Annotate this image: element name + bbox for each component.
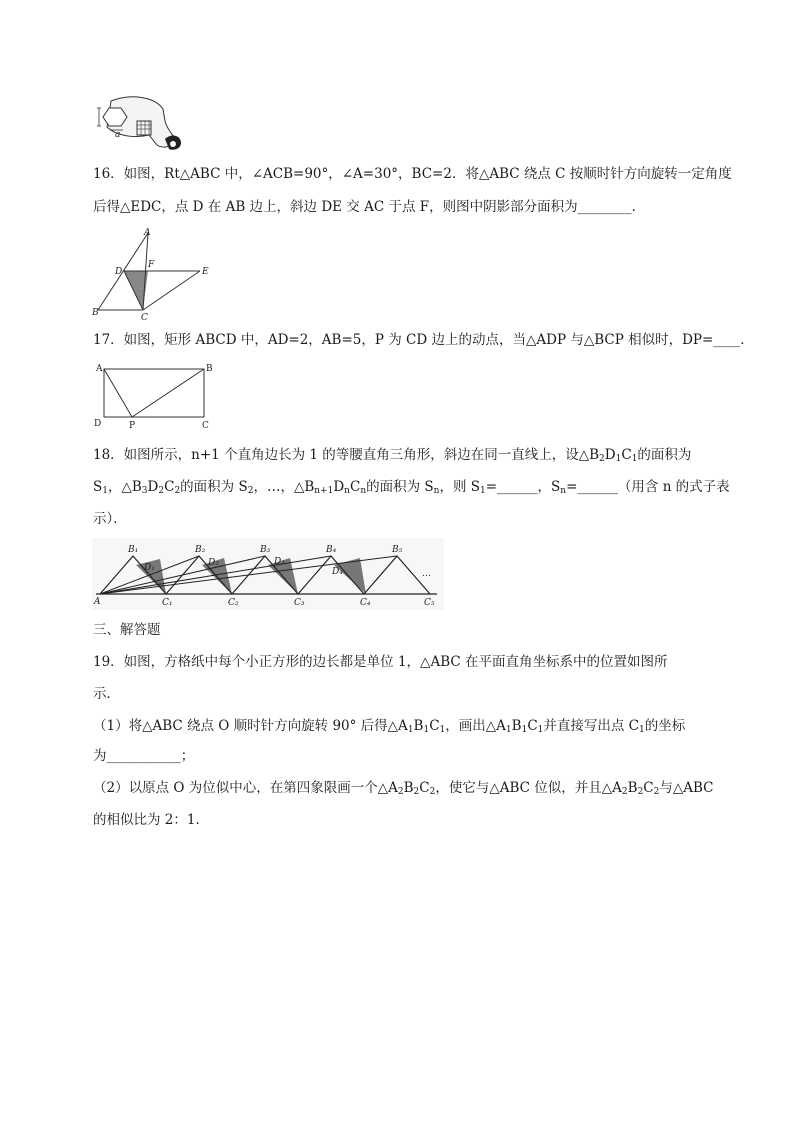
- q18-l2-S: S: [93, 479, 103, 495]
- q19-p1-s5: 1: [521, 725, 528, 735]
- q19-p1-c: C: [429, 718, 440, 734]
- q18-l2-s7: n: [344, 486, 350, 496]
- q19-p1-s2: 1: [423, 725, 430, 735]
- q16-label-d: D: [115, 267, 123, 277]
- q19-p2-s5: 2: [637, 787, 644, 797]
- q19-p1-s7: 1: [639, 725, 645, 735]
- q16-label-f: F: [148, 260, 155, 270]
- q17-label-b: B: [206, 364, 213, 374]
- q17-label-d: D: [94, 419, 102, 429]
- q18-label-d4: D₄: [332, 567, 343, 577]
- q16-label-c: C: [141, 313, 148, 323]
- q18-l2-k: =______（用含 n 的式子表: [566, 479, 730, 495]
- q18-l2-i: ，则 S: [439, 479, 480, 495]
- q19-p1-b: B: [413, 718, 424, 734]
- q19-p2-c: C: [419, 780, 430, 796]
- q18-text-line1: [93, 445, 691, 465]
- q18-l2-a: ，△B: [107, 479, 142, 495]
- q17-text-line1: 17．如图，矩形 ABCD 中，AD=2，AB=5，P 为 CD 边上的动点，当△ADP 与△BCP 相似时，DP=____．: [93, 332, 754, 348]
- q19-p1-s4: 1: [505, 725, 512, 735]
- q18-l2-f: D: [333, 479, 345, 495]
- q19-p1-e: B: [511, 718, 522, 734]
- q18-l2-s5: 2: [247, 486, 254, 496]
- q18-figure: [92, 538, 444, 610]
- q18-l2-s11: n: [560, 486, 567, 496]
- q19-part2-line1: [93, 778, 714, 798]
- q19-p1-s1: 1: [407, 725, 414, 735]
- q19-p2-e: B: [627, 780, 638, 796]
- q18-label-b5: B₅: [392, 545, 403, 555]
- q19-p2-s1: 2: [397, 787, 404, 797]
- q18-l1-s3: 1: [631, 454, 638, 464]
- q18-l2-g: C: [349, 479, 361, 495]
- q18-label-b4: B₄: [326, 545, 337, 555]
- q18-label-c2: C₂: [228, 598, 239, 608]
- q18-label-b1: B₁: [128, 545, 139, 555]
- q18-l2-s3: 2: [158, 486, 165, 496]
- q16-text-line1: 16．如图，Rt△ABC 中，∠ACB=90°，∠A=30°，BC=2．将△ABC 绕点 C 按顺时针方向旋转一定角度: [93, 166, 732, 182]
- q19-p2-a: （2）以原点 O 为位似中心，在第四象限画一个△A: [93, 780, 398, 796]
- q19-p1-h: 的坐标: [644, 718, 686, 734]
- q18-l2-s9: n: [433, 486, 440, 496]
- q19-p1-g: 并直接写出点 C: [543, 718, 640, 734]
- wrench-label: a: [115, 130, 121, 140]
- q16-text-line2: 后得△EDC，点 D 在 AB 边上，斜边 DE 交 AC 于点 F，则图中阴影部分面积为________．: [93, 199, 646, 215]
- q18-text-line2: [93, 477, 730, 497]
- q18-l2-s6: n+1: [314, 486, 334, 496]
- q18-l1-s1: 2: [599, 454, 605, 464]
- q18-label-d2: D₂: [208, 558, 219, 568]
- q18-l2-h: 的面积为 S: [366, 479, 434, 495]
- q19-p1-f: C: [527, 718, 538, 734]
- q18-l1-pre: 18．如图所示，n+1 个直角边长为 1 的等腰直角三角形，斜边在同一直线上，设△B: [93, 447, 600, 463]
- q18-l2-c: C: [164, 479, 175, 495]
- q17-label-a: A: [96, 364, 103, 374]
- q17-label-c: C: [202, 421, 209, 431]
- q17-figure: [92, 358, 217, 432]
- q16-figure: [90, 227, 215, 323]
- q18-label-d3: D₃: [274, 557, 285, 567]
- q19-p2-s6: 2: [653, 787, 660, 797]
- q18-label-a: A: [94, 597, 101, 607]
- q18-l2-s4: 2: [174, 486, 181, 496]
- q18-l1-s2: 1: [615, 454, 622, 464]
- q19-p2-s4: 2: [621, 787, 628, 797]
- q17-label-p: P: [129, 421, 136, 431]
- q18-l2-j: =______，S: [485, 479, 561, 495]
- q18-label-c4: C₄: [360, 598, 371, 608]
- q19-part2-line2: 的相似比为 2：1．: [93, 812, 209, 828]
- q16-label-e: E: [202, 267, 209, 277]
- q19-p2-d: ，使它与△ABC 位似，并且△A: [435, 780, 622, 796]
- q19-p1-s3: 1: [439, 725, 446, 735]
- q19-p1-a: （1）将△ABC 绕点 O 顺时针方向旋转 90° 后得△A: [93, 718, 408, 734]
- q19-part1-line1: [93, 716, 685, 736]
- q18-label-c5: C₅: [424, 598, 435, 608]
- q19-part1-line2: 为___________；: [93, 748, 195, 764]
- q18-l2-s8: n: [360, 486, 367, 496]
- q18-label-b2: B₂: [195, 545, 206, 555]
- q19-p2-g: 与△ABC: [659, 780, 714, 796]
- q18-label-b3: B₃: [260, 545, 271, 555]
- q19-text-line1: 19．如图，方格纸中每个小正方形的边长都是单位 1，△ABC 在平面直角坐标系中的位置如图所: [93, 654, 668, 670]
- q16-label-a: A: [144, 228, 151, 238]
- q16-label-b: B: [92, 308, 99, 318]
- q18-l2-e: ，…，△B: [253, 479, 315, 495]
- q19-text-line2: 示．: [93, 686, 120, 702]
- q18-text-line3: 示）．: [93, 511, 127, 527]
- q18-label-c3: C₃: [294, 598, 305, 608]
- q19-p2-s3: 2: [429, 787, 436, 797]
- q18-label-d1: D₁: [144, 563, 155, 573]
- q18-l2-d: 的面积为 S: [180, 479, 248, 495]
- section-heading: 三、解答题: [93, 622, 161, 638]
- q19-p2-f: C: [643, 780, 654, 796]
- q19-p1-s6: 1: [537, 725, 544, 735]
- q18-l2-b: D: [147, 479, 159, 495]
- q18-l1-post: 的面积为: [637, 447, 692, 463]
- q19-p1-d: ，画出△A: [445, 718, 506, 734]
- q18-label-c1: C₁: [162, 598, 173, 608]
- q18-l2-s10: 1: [480, 486, 486, 496]
- q19-p2-b: B: [403, 780, 414, 796]
- q18-l1-mid2: C: [621, 447, 632, 463]
- q18-l2-s1: 1: [102, 486, 108, 496]
- q18-l2-s2: 3: [141, 486, 148, 496]
- q18-label-dots: …: [422, 569, 431, 579]
- wrench-figure: [93, 95, 193, 153]
- q18-l1-mid1: D: [604, 447, 616, 463]
- q19-p2-s2: 2: [413, 787, 420, 797]
